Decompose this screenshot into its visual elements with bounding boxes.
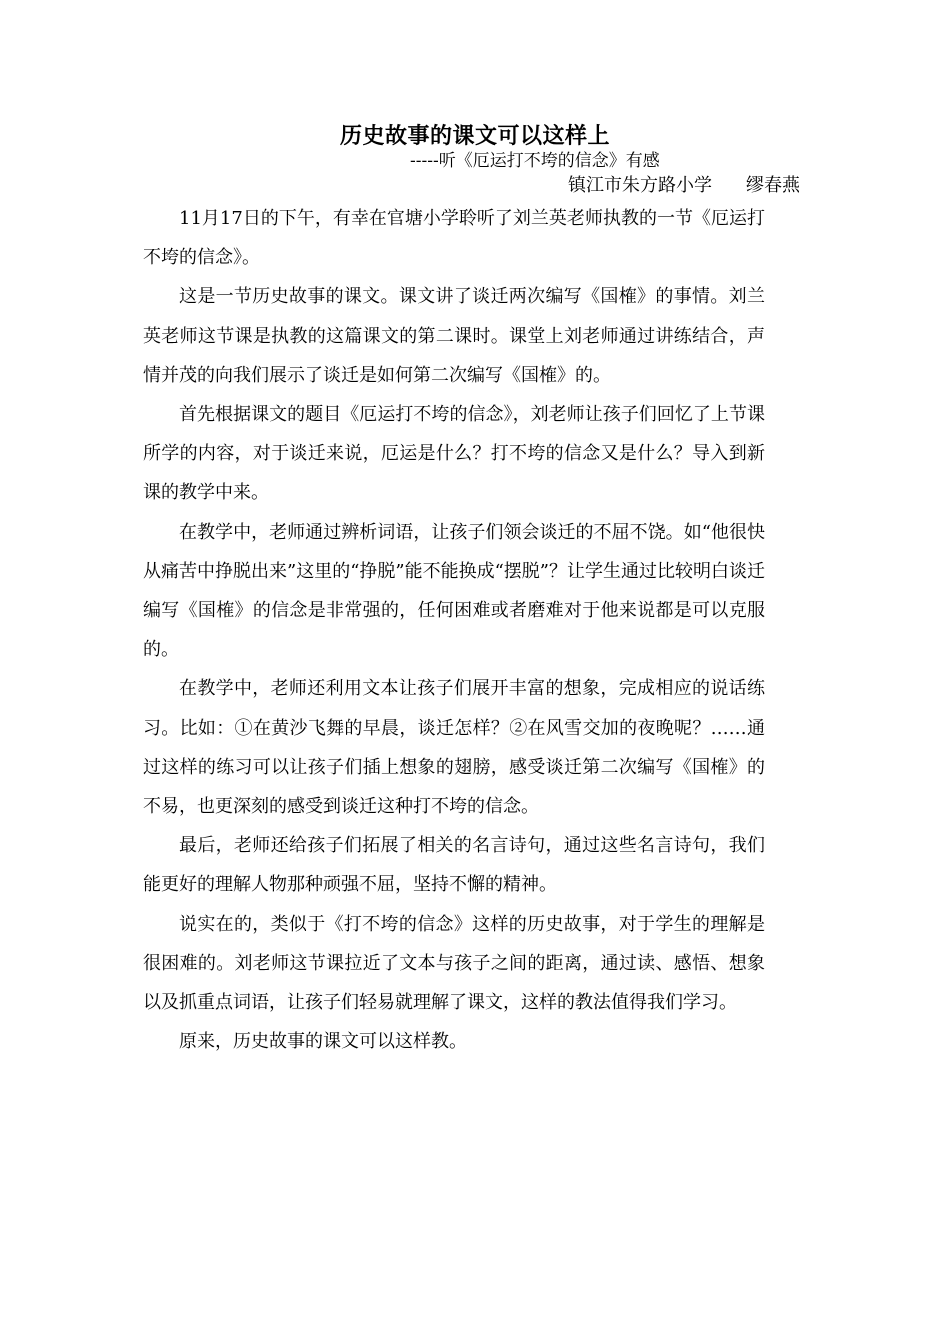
author-name: 缪春燕 [746, 175, 800, 196]
paragraph: 最后，老师还给孩子们拓展了相关的名言诗句，通过这些名言诗句，我们能更好的理解人物那种顽强不屈，坚持不懈的精神。 [143, 835, 765, 896]
paragraph: 说实在的，类似于《打不垮的信念》这样的历史故事，对于学生的理解是很困难的。刘老师这节课拉近了文本与孩子之间的距离，通过读、感悟、想象以及抓重点词语，让孩子们轻易就理解了课文，这样的教法值得我们学习。 [143, 913, 765, 1014]
paragraph: 首先根据课文的题目《厄运打不垮的信念》，刘老师让孩子们回忆了上节课所学的内容，对于谈迁来说，厄运是什么？打不垮的信念又是什么？导入到新课的教学中来。 [143, 404, 765, 504]
document-body [143, 199, 765, 1061]
paragraph: 在教学中，老师还利用文本让孩子们展开丰富的想象，完成相应的说话练习。比如：①在黄沙飞舞的早晨，谈迁怎样？②在风雪交加的夜晚呢？……通过这样的练习可以让孩子们插上想象的翅膀，感受谈迁第二次编写《国榷》的不易，也更深刻的感受到谈迁这种打不垮的信念。 [143, 678, 765, 818]
document-title: 历史故事的课文可以这样上 [339, 123, 610, 149]
paragraph: 11月17日的下午，有幸在官塘小学聆听了刘兰英老师执教的一节《厄运打不垮的信念》。 [143, 208, 765, 269]
author-line [568, 173, 800, 199]
paragraph: 在教学中，老师通过辨析词语，让孩子们领会谈迁的不屈不饶。如“他很快从痛苦中挣脱出来”这里的“挣脱”能不能换成“摆脱”？让学生通过比较明白谈迁编写《国榷》的信念是非常强的，任何困难或者磨难对于他来说都是可以克服的。 [143, 521, 766, 661]
document-subtitle: -----听《厄运打不垮的信念》有感 [410, 151, 660, 171]
paragraph: 原来，历史故事的课文可以这样教。 [179, 1031, 467, 1053]
paragraph: 这是一节历史故事的课文。课文讲了谈迁两次编写《国榷》的事情。刘兰英老师这节课是执教的这篇课文的第二课时。课堂上刘老师通过讲练结合，声情并茂的向我们展示了谈迁是如何第二次编写《国榷》的。 [143, 286, 765, 386]
school-name: 镇江市朱方路小学 [568, 175, 712, 196]
